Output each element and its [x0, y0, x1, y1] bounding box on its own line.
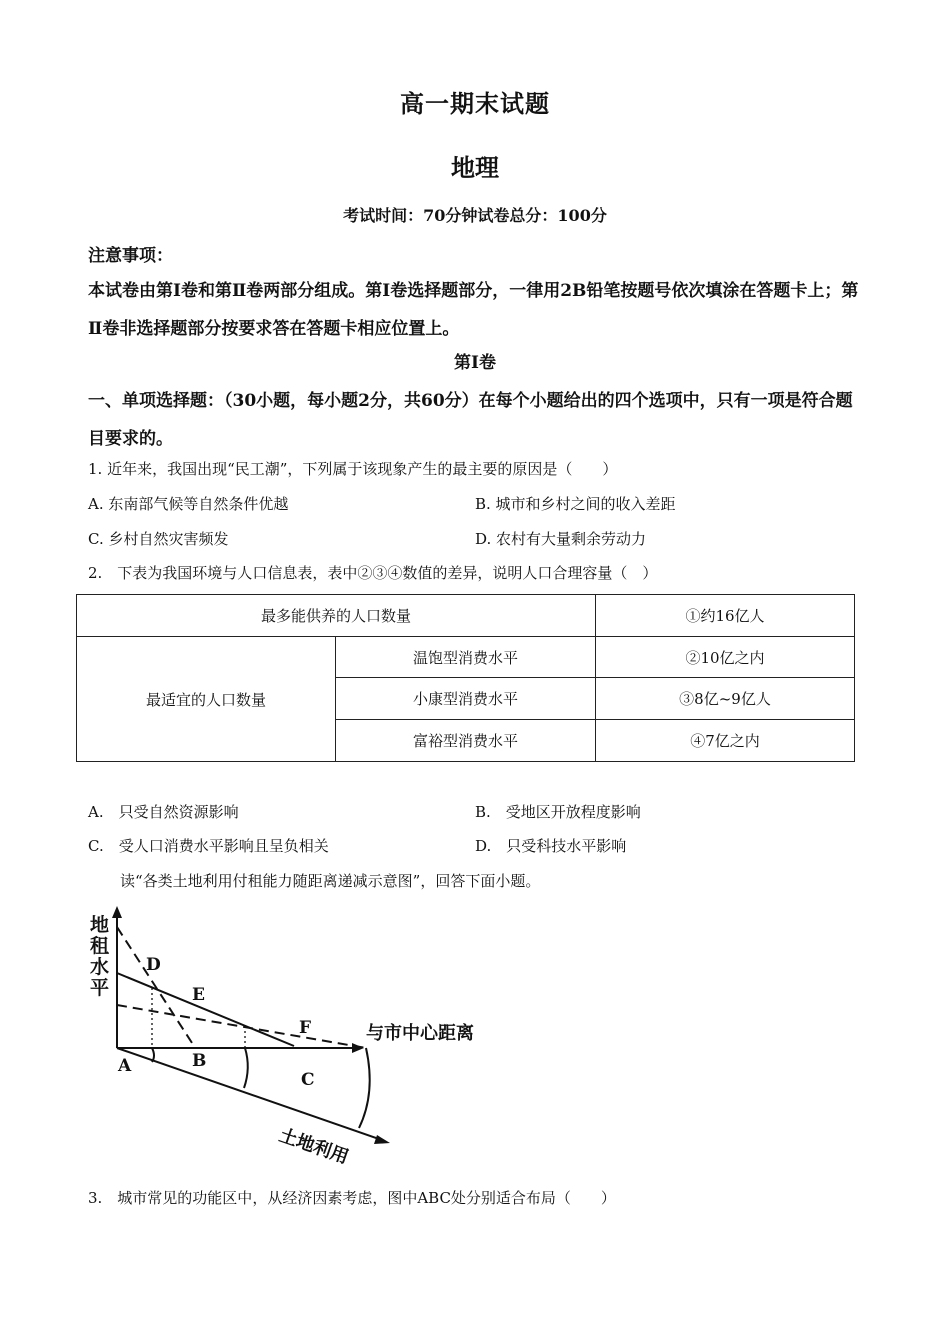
exam-info: 考试时间：70分钟试卷总分：100分 — [343, 206, 607, 225]
y-axis-label-1: 地 — [90, 914, 110, 936]
land-use-axis — [117, 1048, 382, 1140]
table-cell-value: ④7亿之内 — [596, 720, 855, 762]
zone-boundary-arc — [152, 1048, 154, 1062]
section-title: 一、单项选择题：（30小题，每小题2分，共60分）在每个小题给出的四个选项中，只有一项是符合题目要求的。 — [88, 391, 853, 449]
notes-heading: 注意事项： — [88, 246, 173, 266]
subject-title: 地理 — [451, 153, 499, 182]
y-axis-label-4: 平 — [90, 977, 110, 999]
table-row — [77, 637, 855, 678]
rent-curve-d — [117, 927, 194, 1046]
label-a: A — [118, 1056, 132, 1076]
y-axis-arrow — [112, 906, 122, 918]
table-cell-value: ②10亿之内 — [596, 637, 855, 678]
question-1-option-d: D. 农村有大量剩余劳动力 — [475, 530, 647, 548]
volume-heading: 第Ⅰ卷 — [454, 353, 496, 373]
question-2-option-d: D. 只受科技水平影响 — [475, 837, 627, 855]
table-cell-optimal-label: 最适宜的人口数量 — [77, 637, 336, 762]
land-use-axis-arrow — [374, 1135, 390, 1144]
question-2-option-c: C. 受人口消费水平影响且呈负相关 — [88, 837, 329, 855]
reading-instruction: 读“各类土地利用付租能力随距离递减示意图”，回答下面小题。 — [120, 872, 541, 890]
table-cell-max-label: 最多能供养的人口数量 — [77, 595, 596, 637]
question-3-stem: 3. 城市常见的功能区中，从经济因素考虑，图中ABC处分别适合布局（ ） — [88, 1189, 616, 1207]
question-1-option-a: A. 东南部气候等自然条件优越 — [88, 495, 289, 513]
question-1-option-b: B. 城市和乡村之间的收入差距 — [475, 495, 676, 513]
question-2-option-b: B. 受地区开放程度影响 — [475, 803, 641, 821]
y-axis-label-3: 水 — [90, 956, 110, 978]
zone-boundary-arc — [359, 1048, 370, 1128]
question-2-stem: 2. 下表为我国环境与人口信息表，表中②③④数值的差异，说明人口合理容量（ ） — [88, 564, 658, 582]
label-f: F — [299, 1018, 312, 1038]
rent-curve-e — [117, 973, 294, 1046]
rent-curve-f — [117, 1005, 366, 1048]
land-use-label: 土地利用 — [276, 1124, 352, 1168]
table-cell-level: 小康型消费水平 — [336, 678, 596, 720]
question-1-stem: 1. 近年来，我国出现“民工潮”，下列属于该现象产生的最主要的原因是（ ） — [88, 460, 618, 478]
label-e: E — [192, 985, 205, 1005]
table-cell-level: 温饱型消费水平 — [336, 637, 596, 678]
label-d: D — [146, 955, 161, 975]
land-rent-diagram — [86, 898, 506, 1168]
table-cell-level: 富裕型消费水平 — [336, 720, 596, 762]
table-cell-max-value: ①约16亿人 — [596, 595, 855, 637]
question-2-option-a: A. 只受自然资源影响 — [88, 803, 239, 821]
population-table — [76, 594, 855, 762]
zone-boundary-arc — [244, 1048, 248, 1088]
question-1-option-c: C. 乡村自然灾害频发 — [88, 530, 229, 548]
label-b: B — [192, 1051, 207, 1071]
table-row — [77, 595, 855, 637]
exam-title: 高一期末试题 — [400, 89, 550, 118]
table-cell-value: ③8亿~9亿人 — [596, 678, 855, 720]
notes-body: 本试卷由第Ⅰ卷和第Ⅱ卷两部分组成。第Ⅰ卷选择题部分，一律用2B铅笔按题号依次填涂在答题卡上；第Ⅱ卷非选择题部分按要求答在答题卡相应位置上。 — [88, 281, 859, 339]
x-axis-label: 与市中心距离 — [366, 1023, 474, 1044]
y-axis-label-2: 租 — [90, 935, 110, 957]
label-c: C — [301, 1070, 315, 1090]
